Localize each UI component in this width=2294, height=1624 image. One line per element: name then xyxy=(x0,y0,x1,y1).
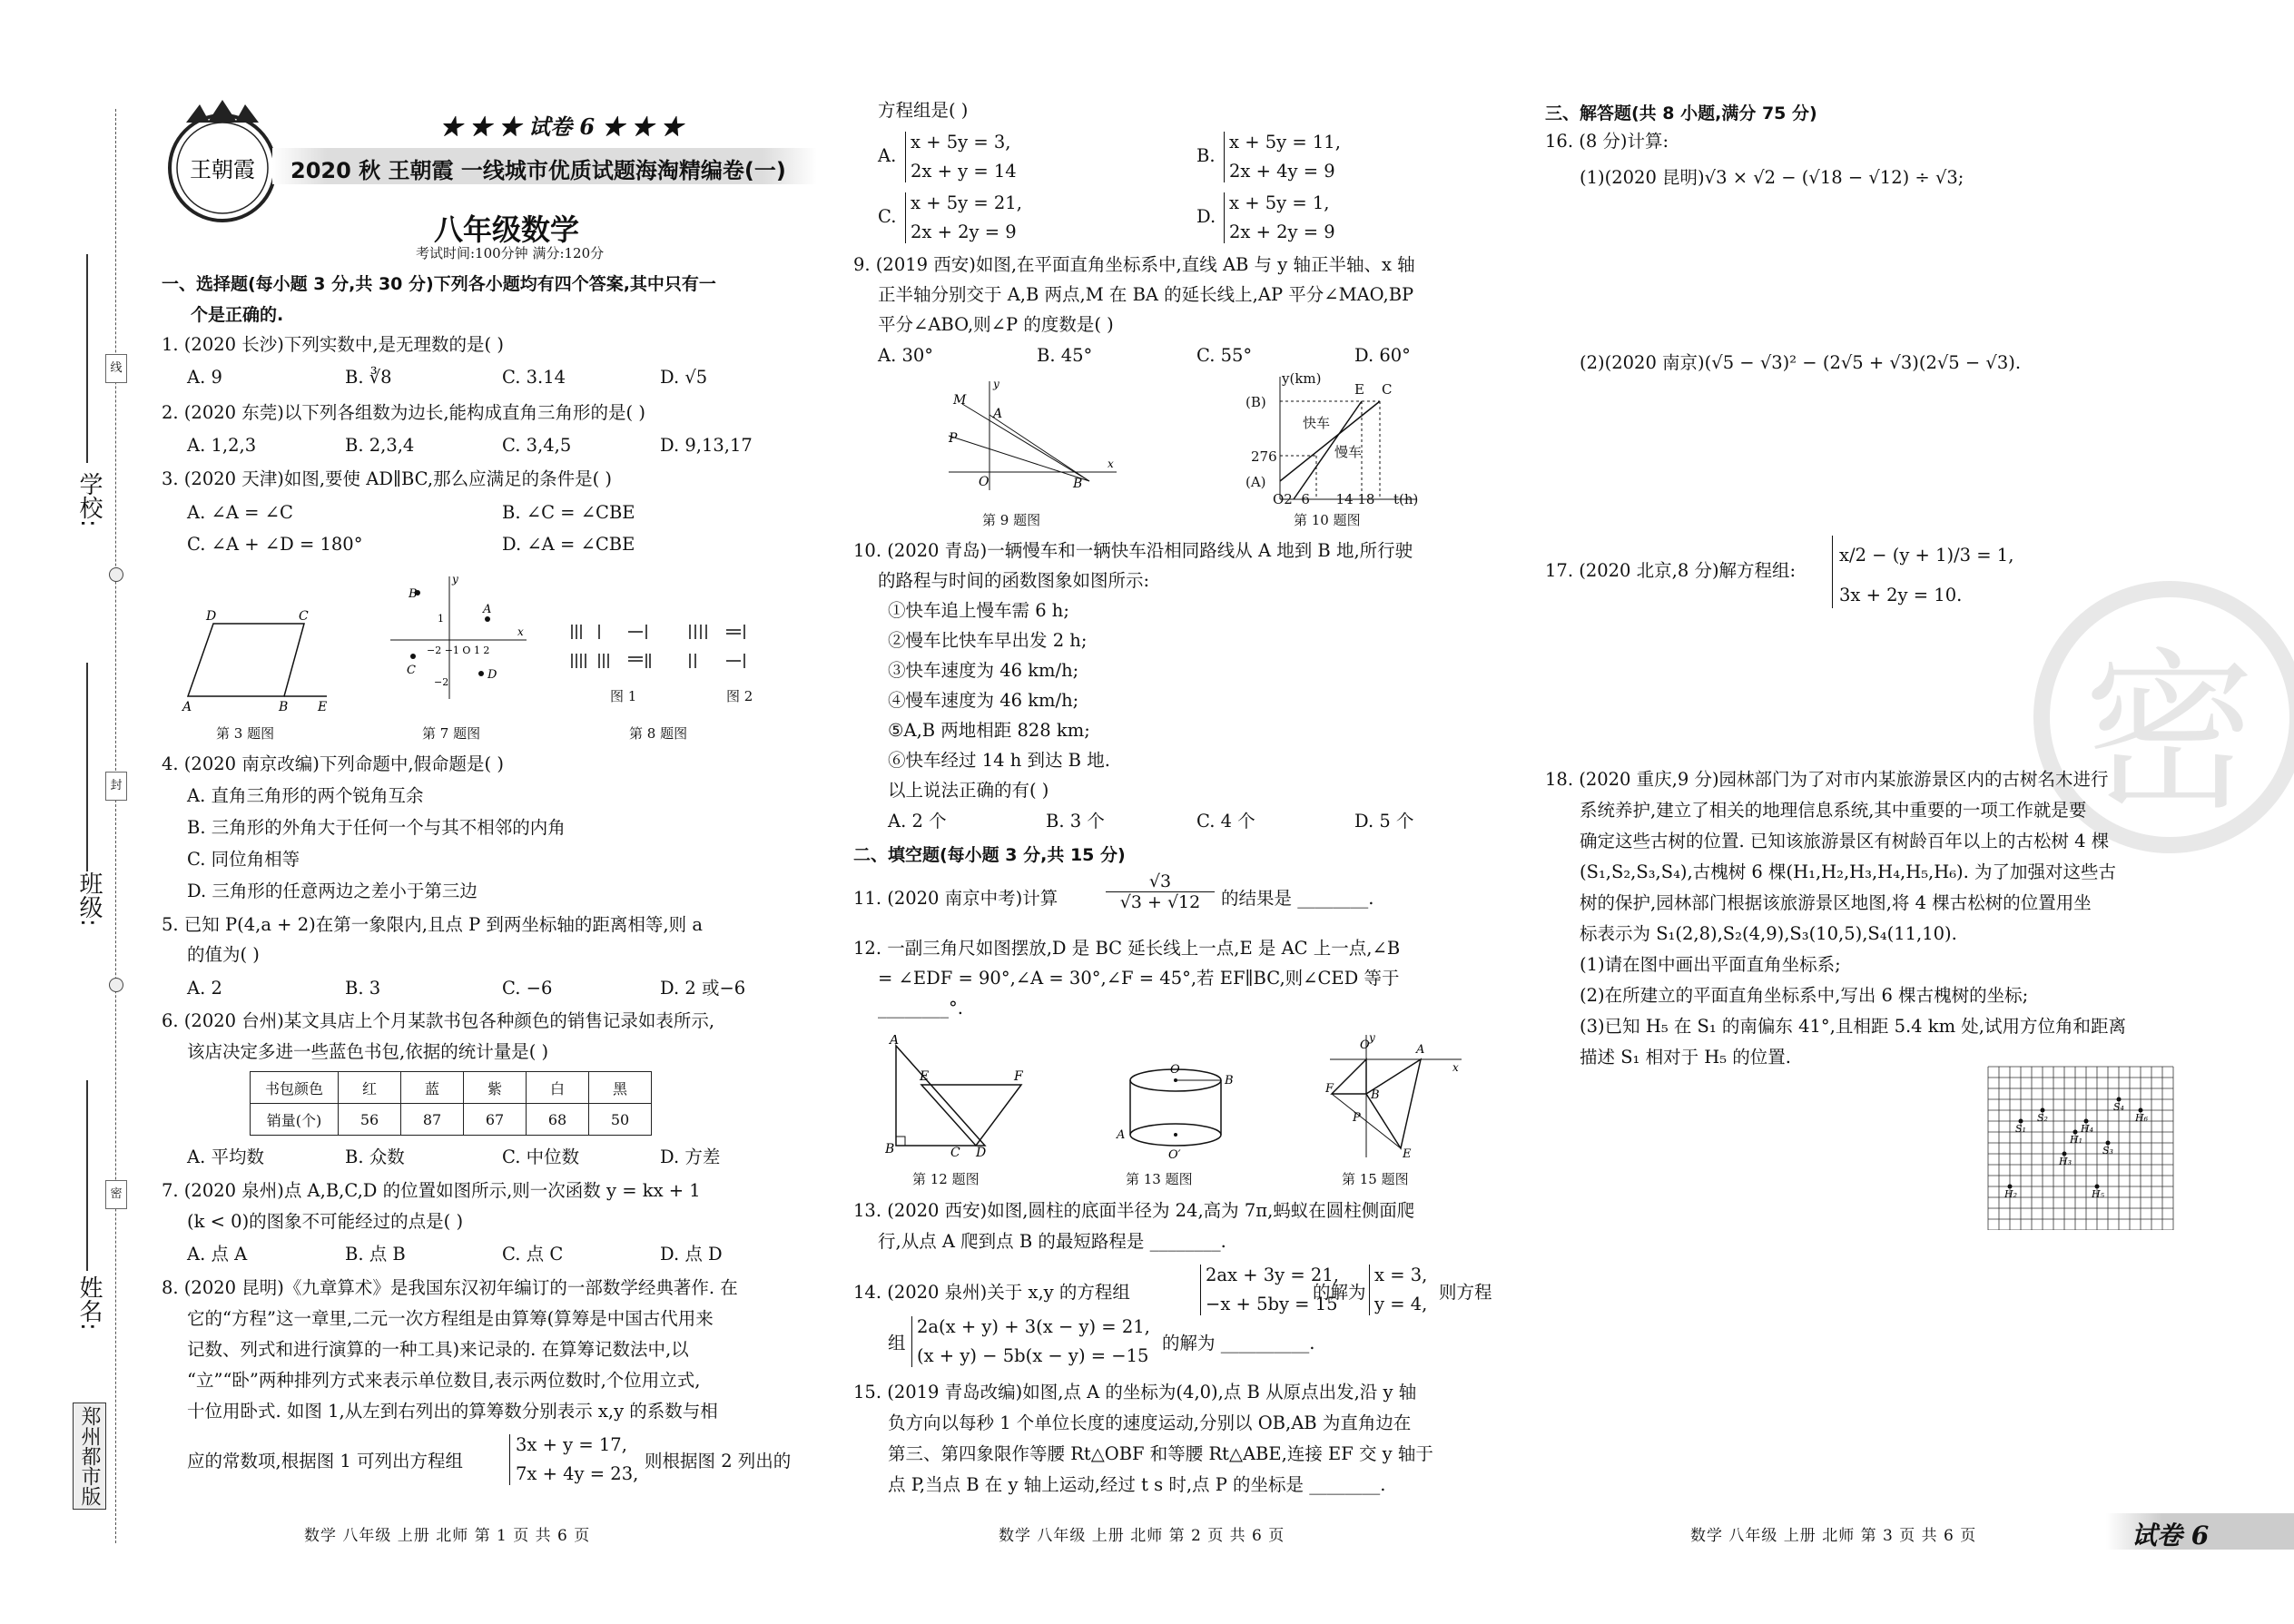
q7-option[interactable]: C. 点 C xyxy=(502,1244,564,1265)
table-header-cell: 蓝 xyxy=(401,1072,464,1104)
q9-option[interactable]: A. 30° xyxy=(878,345,934,366)
q1-option[interactable]: A. 9 xyxy=(187,367,222,388)
q13-stem: 13. (2020 西安)如图,圆柱的底面半径为 24,高为 7π,蚂蚁在圆柱侧面爬 xyxy=(853,1200,1415,1221)
svg-text:A: A xyxy=(182,700,192,713)
q14-system2-eq: (x + y) − 5b(x − y) = −15 xyxy=(917,1345,1149,1366)
q11-stem-cont: 的结果是 ________. xyxy=(1221,888,1374,909)
q2-option[interactable]: B. 2,3,4 xyxy=(345,435,415,456)
q8-option-brace xyxy=(1224,132,1225,182)
q10-statement: ②慢车比快车早出发 2 h; xyxy=(888,630,1088,651)
q10-statement: ⑥快车经过 14 h 到达 B 地. xyxy=(888,750,1110,771)
q9-option[interactable]: B. 45° xyxy=(1037,345,1093,366)
q4-option[interactable]: A. 直角三角形的两个锐角互余 xyxy=(187,785,424,806)
svg-text:M: M xyxy=(953,393,967,408)
q5-option[interactable]: A. 2 xyxy=(187,978,222,999)
q5-stem-cont: 的值为( ) xyxy=(187,944,260,965)
school-field[interactable] xyxy=(86,254,88,463)
q11-denominator: √3 + √12 xyxy=(1119,892,1201,912)
svg-text:D: D xyxy=(487,668,497,682)
q6-option[interactable]: B. 众数 xyxy=(345,1147,405,1167)
q3-option[interactable]: A. ∠A = ∠C xyxy=(187,502,293,523)
q14-brace xyxy=(1200,1265,1201,1315)
q18-part3-cont: 描述 S₁ 相对于 H₅ 的位置. xyxy=(1580,1047,1791,1068)
q3-stem: 3. (2020 天津)如图,要使 AD∥BC,那么应满足的条件是( ) xyxy=(162,468,612,489)
q4-option[interactable]: B. 三角形的外角大于任何一个与其不相邻的内角 xyxy=(187,817,566,838)
q8-option-eq: x + 5y = 3, xyxy=(911,132,1011,153)
svg-text:E: E xyxy=(1403,1147,1412,1161)
q8-option-eq: x + 5y = 21, xyxy=(911,192,1022,213)
table-cell: 销量(个) xyxy=(251,1104,339,1136)
q13-stem-cont: 行,从点 A 爬到点 B 的最短路程是 ________. xyxy=(878,1231,1226,1252)
svg-text:O: O xyxy=(1360,1038,1370,1052)
q6-stem: 6. (2020 台州)某文具店上个月某款书包各种颜色的销售记录如表所示, xyxy=(162,1010,715,1031)
fig10-E: E xyxy=(1354,381,1364,398)
table-cell: 68 xyxy=(527,1104,589,1136)
sales-table xyxy=(250,1071,652,1136)
svg-text:y: y xyxy=(452,573,458,586)
q8-stem-cont: “立”“卧”两种排列方式来表示单位数目,表示两位数时,个位用立式, xyxy=(187,1370,701,1391)
brand-logo xyxy=(159,95,286,231)
q2-option[interactable]: C. 3,4,5 xyxy=(502,435,572,456)
figure-q9-angle-bisectors xyxy=(944,377,1126,495)
table-header-cell: 书包颜色 xyxy=(251,1072,339,1104)
q12-stem: 12. 一副三角尺如图摆放,D 是 BC 延长线上一点,E 是 AC 上一点,∠B xyxy=(853,938,1401,959)
q5-option[interactable]: C. −6 xyxy=(502,978,553,999)
caption-fig8-1: 图 1 xyxy=(610,688,637,704)
q1-option[interactable]: D. √5 xyxy=(660,367,708,388)
q14-brace xyxy=(911,1316,912,1367)
caption-fig12: 第 12 题图 xyxy=(912,1171,980,1187)
q11-fraction xyxy=(1106,871,1215,912)
q7-stem: 7. (2020 泉州)点 A,B,C,D 的位置如图所示,则一次函数 y = kx + 1 xyxy=(162,1180,701,1201)
section3-title: 三、解答题(共 8 小题,满分 75 分) xyxy=(1545,103,1817,123)
svg-text:C: C xyxy=(407,664,416,677)
q14-system-eq: 2ax + 3y = 21, xyxy=(1206,1265,1339,1285)
q15-stem-cont: 负方向以每秒 1 个单位长度的速度运动,分别以 OB,AB 为直角边在 xyxy=(888,1412,1412,1433)
q7-stem-cont: (k < 0)的图象不可能经过的点是( ) xyxy=(187,1211,464,1232)
tree-grid-map[interactable] xyxy=(1984,1062,2179,1230)
q8-stem-end: 方程组是( ) xyxy=(878,100,969,121)
q8-stem-cont: 它的“方程”这一章里,二元一次方程组是由算筹(算筹是中国古代用来 xyxy=(187,1308,714,1329)
svg-text:A: A xyxy=(993,407,1003,421)
q10-stem: 10. (2020 青岛)一辆慢车和一辆快车沿相同路线从 A 地到 B 地,所行驶 xyxy=(853,540,1413,561)
q10-option[interactable]: A. 2 个 xyxy=(888,811,947,832)
q6-option[interactable]: C. 中位数 xyxy=(502,1147,580,1167)
tree-label: S₄ xyxy=(2113,1101,2124,1113)
q15-stem: 15. (2019 青岛改编)如图,点 A 的坐标为(4,0),点 B 从原点出发,沿 y 轴 xyxy=(853,1382,1417,1403)
q17-stem: 17. (2020 北京,8 分)解方程组: xyxy=(1545,560,1797,581)
footer-page3: 数学 八年级 上册 北师 第 3 页 共 6 页 xyxy=(1690,1527,1977,1545)
tree-label: H₃ xyxy=(2059,1156,2072,1167)
binding-tag-seal2: 密 xyxy=(105,1180,127,1209)
q3-option[interactable]: B. ∠C = ∠CBE xyxy=(502,502,635,523)
svg-text:1: 1 xyxy=(438,613,444,625)
svg-text:A: A xyxy=(890,1035,900,1048)
q16-stem: 16. (8 分)计算: xyxy=(1545,131,1669,152)
q8-option-label[interactable]: C. xyxy=(878,206,897,227)
q8-option-brace xyxy=(905,192,906,243)
q8-stem-cont: 应的常数项,根据图 1 可列出方程组 xyxy=(187,1451,464,1471)
fig10-slow: 慢车 xyxy=(1334,444,1363,460)
svg-text:B: B xyxy=(409,587,418,601)
q8-option-brace xyxy=(905,132,906,182)
caption-fig7: 第 7 题图 xyxy=(422,725,481,742)
q2-stem: 2. (2020 东莞)以下列各组数为边长,能构成直角三角形的是( ) xyxy=(162,402,645,423)
q10-stem-cont: 以上说法正确的有( ) xyxy=(888,780,1049,801)
svg-text:O: O xyxy=(1170,1063,1180,1077)
svg-text:A: A xyxy=(483,603,492,616)
q18-stem-cont: (S₁,S₂,S₃,S₄),古槐树 6 棵(H₁,H₂,H₃,H₄,H₅,H₆). 为了加强对这些古 xyxy=(1580,861,2117,882)
binding-hole xyxy=(109,978,123,992)
fig10-C: C xyxy=(1382,381,1393,398)
svg-text:P: P xyxy=(1353,1111,1361,1125)
q8-option-label[interactable]: A. xyxy=(878,145,897,166)
q1-option[interactable]: C. 3.14 xyxy=(502,367,566,388)
q8-stem-cont: 则根据图 2 列出的 xyxy=(645,1451,792,1471)
section1-title-cont: 个是正确的. xyxy=(191,305,284,325)
q18-stem-cont: 系统养护,建立了相关的地理信息系统,其中重要的一项工作就是要 xyxy=(1580,800,2087,821)
svg-text:B: B xyxy=(885,1142,895,1156)
q4-option[interactable]: D. 三角形的任意两边之差小于第三边 xyxy=(187,881,478,901)
q8-option-eq: 2x + y = 14 xyxy=(911,161,1017,182)
svg-text:F: F xyxy=(1014,1069,1023,1084)
q8-option-label[interactable]: B. xyxy=(1196,145,1216,166)
q10-statement: ④慢车速度为 46 km/h; xyxy=(888,690,1079,711)
footer-page1: 数学 八年级 上册 北师 第 1 页 共 6 页 xyxy=(304,1527,591,1545)
q17-system-eq: x/2 − (y + 1)/3 = 1, xyxy=(1839,545,2014,566)
svg-text:−2: −2 xyxy=(434,676,449,688)
q14-stem-cont: 则方程 xyxy=(1439,1282,1492,1303)
q8-option-brace xyxy=(1224,192,1225,243)
q9-stem-cont: 平分∠ABO,则∠P 的度数是( ) xyxy=(878,314,1114,335)
svg-text:E: E xyxy=(318,700,328,713)
svg-text:−2 −1 O 1 2: −2 −1 O 1 2 xyxy=(427,645,490,656)
q18-part3: (3)已知 H₅ 在 S₁ 的南偏东 41°,且相距 5.4 km 处,试用方位角和距离 xyxy=(1580,1016,2126,1037)
q14-system-eq: −x + 5by = 15 xyxy=(1206,1294,1338,1314)
q1-stem: 1. (2020 长沙)下列实数中,是无理数的是( ) xyxy=(162,334,504,355)
q7-option[interactable]: B. 点 B xyxy=(345,1244,406,1265)
binding-tag-line: 线 xyxy=(105,354,127,383)
q14-stem-cont: 的解为 xyxy=(1313,1282,1366,1303)
q12-stem-cont: = ∠EDF = 90°,∠A = 30°,∠F = 45°,若 EF∥BC,则∠CED 等于 xyxy=(878,968,1400,989)
caption-fig3: 第 3 题图 xyxy=(216,725,275,742)
q14-stem: 14. (2020 泉州)关于 x,y 的方程组 xyxy=(853,1282,1130,1303)
q10-option[interactable]: D. 5 个 xyxy=(1354,811,1414,832)
binding-hole xyxy=(109,567,123,582)
q8-stem-cont: 十位用卧式. 如图 1,从左到右列出的算筹数分别表示 x,y 的系数与相 xyxy=(187,1401,718,1422)
series-title: 2020 秋 王朝霞 一线城市优质试题海淘精编卷(一) xyxy=(290,158,786,183)
logo-text: 王朝霞 xyxy=(190,157,255,182)
q18-part2: (2)在所建立的平面直角坐标系中,写出 6 棵古槐树的坐标; xyxy=(1580,985,2029,1006)
svg-text:C: C xyxy=(299,609,309,624)
figure-q13-cylinder xyxy=(1112,1053,1248,1162)
tree-label: S₃ xyxy=(2102,1145,2113,1156)
fig10-B: (B) xyxy=(1245,394,1266,410)
q8-system-brace xyxy=(509,1434,515,1485)
q6-option[interactable]: A. 平均数 xyxy=(187,1147,264,1167)
svg-text:D: D xyxy=(976,1146,987,1157)
svg-text:C: C xyxy=(950,1146,960,1157)
figure-q12-triangles xyxy=(885,1035,1049,1157)
tree-label: S₁ xyxy=(2015,1123,2026,1135)
school-label: 学校: xyxy=(75,472,103,527)
table-header-cell: 红 xyxy=(339,1072,401,1104)
q5-stem: 5. 已知 P(4,a + 2)在第一象限内,且点 P 到两坐标轴的距离相等,则 a xyxy=(162,914,703,935)
svg-text:A: A xyxy=(1416,1043,1425,1057)
q11-stem: 11. (2020 南京中考)计算 xyxy=(853,888,1058,909)
tree-label: H₂ xyxy=(2004,1188,2018,1200)
svg-text:x: x xyxy=(517,625,524,638)
q17-system-eq: 3x + 2y = 10. xyxy=(1839,585,1963,605)
class-field[interactable] xyxy=(86,663,88,871)
q18-stem-cont: 确定这些古树的位置. 已知该旅游景区有树龄百年以上的古松树 4 棵 xyxy=(1580,831,2110,851)
section1-title: 一、选择题(每小题 3 分,共 30 分)下列各小题均有四个答案,其中只有一 xyxy=(162,274,716,294)
fig10-A: (A) xyxy=(1245,474,1266,490)
q8-stem-cont: 记数、列式和进行演算的一种工具)来记录的. 在算筹记数法中,以 xyxy=(187,1339,689,1360)
q2-option[interactable]: A. 1,2,3 xyxy=(187,435,257,456)
q14-system2-eq: 2a(x + y) + 3(x − y) = 21, xyxy=(917,1316,1150,1337)
table-header-cell: 紫 xyxy=(464,1072,527,1104)
q14-solution-brace xyxy=(1369,1265,1370,1315)
svg-text:y: y xyxy=(993,378,999,390)
section2-title: 二、填空题(每小题 3 分,共 15 分) xyxy=(853,845,1126,865)
edition-label: 郑州都市版 xyxy=(73,1403,106,1510)
q7-option[interactable]: A. 点 A xyxy=(187,1244,248,1265)
q8-option-eq: x + 5y = 11, xyxy=(1229,132,1341,153)
q10-statement: ①快车追上慢车需 6 h; xyxy=(888,600,1069,621)
table-header-cell: 黑 xyxy=(589,1072,652,1104)
table-cell: 56 xyxy=(339,1104,401,1136)
q10-statement: ⑤A,B 两地相距 828 km; xyxy=(888,720,1090,741)
q18-stem-cont: 标表示为 S₁(2,8),S₂(4,9),S₃(10,5),S₄(11,10). xyxy=(1580,923,1957,944)
table-header-cell: 白 xyxy=(527,1072,589,1104)
svg-text:O′: O′ xyxy=(1168,1148,1181,1162)
svg-text:P: P xyxy=(949,431,958,446)
footer-page2: 数学 八年级 上册 北师 第 2 页 共 6 页 xyxy=(999,1527,1285,1545)
q14-solution-eq: x = 3, xyxy=(1374,1265,1428,1285)
q18-stem-cont: 树的保护,园林部门根据该旅游景区地图,将 4 棵古松树的位置用坐 xyxy=(1580,892,2092,913)
table-row xyxy=(251,1072,652,1104)
svg-text:B: B xyxy=(1225,1074,1234,1088)
figure-q7-coordinate-points xyxy=(381,572,536,708)
q5-option[interactable]: B. 3 xyxy=(345,978,381,999)
figure-q15-isosceles-right-triangles xyxy=(1325,1030,1471,1162)
q16-part2: (2)(2020 南京)(√5 − √3)² − (2√5 + √3)(2√5 − √3). xyxy=(1580,352,2022,373)
q4-stem: 4. (2020 南京改编)下列命题中,假命题是( ) xyxy=(162,753,504,774)
table-cell: 50 xyxy=(589,1104,652,1136)
caption-fig8: 第 8 题图 xyxy=(629,725,688,742)
q9-stem-cont: 正半轴分别交于 A,B 两点,M 在 BA 的延长线上,AP 平分∠MAO,BP xyxy=(878,284,1414,305)
tree-label: H₁ xyxy=(2070,1134,2083,1146)
q4-option[interactable]: C. 同位角相等 xyxy=(187,849,300,870)
svg-text:A: A xyxy=(1117,1128,1126,1142)
q8-system-eq: 7x + 4y = 23, xyxy=(516,1463,639,1484)
svg-text:O: O xyxy=(979,475,989,489)
tree-label: H₄ xyxy=(2081,1123,2094,1135)
q7-option[interactable]: D. 点 D xyxy=(660,1244,723,1265)
tree-label: H₅ xyxy=(2092,1188,2105,1200)
q8-option-eq: 2x + 2y = 9 xyxy=(911,221,1017,242)
figure-q8-counting-rods xyxy=(563,617,781,681)
caption-fig10: 第 10 题图 xyxy=(1294,512,1361,528)
q14-stem-cont: 的解为 __________. xyxy=(1162,1333,1315,1353)
caption-fig8-2: 图 2 xyxy=(726,688,753,704)
q16-part1: (1)(2020 昆明)√3 × √2 − (√18 − √12) ÷ √3; xyxy=(1580,167,1964,188)
q6-stem-cont: 该店决定多进一些蓝色书包,依据的统计量是( ) xyxy=(187,1041,549,1062)
q15-stem-cont: 第三、第四象限作等腰 Rt△OBF 和等腰 Rt△ABE,连接 EF 交 y 轴于 xyxy=(888,1443,1433,1464)
q18-stem: 18. (2020 重庆,9 分)园林部门为了对市内某旅游景区内的古树名木进行 xyxy=(1545,769,2109,790)
q5-option[interactable]: D. 2 或−6 xyxy=(660,978,746,999)
q8-option-eq: x + 5y = 1, xyxy=(1229,192,1330,213)
svg-text:B: B xyxy=(1073,477,1083,491)
tree-label: H₆ xyxy=(2135,1112,2149,1124)
fig10-276: 276 xyxy=(1251,448,1277,465)
svg-text:y: y xyxy=(1369,1031,1375,1044)
table-cell: 87 xyxy=(401,1104,464,1136)
watermark-text: 密 xyxy=(2082,633,2256,833)
q8-option-eq: 2x + 4y = 9 xyxy=(1229,161,1335,182)
q10-option[interactable]: B. 3 个 xyxy=(1046,811,1105,832)
q3-option[interactable]: D. ∠A = ∠CBE xyxy=(502,534,635,555)
q10-option[interactable]: C. 4 个 xyxy=(1196,811,1255,832)
figure-q3-parallelogram xyxy=(177,604,340,713)
name-label: 姓名: xyxy=(75,1275,103,1331)
svg-text:F: F xyxy=(1325,1082,1334,1096)
tree-label: S₂ xyxy=(2037,1112,2048,1124)
table-cell: 67 xyxy=(464,1104,527,1136)
fig10-ylabel: y(km) xyxy=(1282,370,1322,387)
q14-solution-eq: y = 4, xyxy=(1374,1294,1428,1314)
q9-option[interactable]: D. 60° xyxy=(1354,345,1411,366)
binding-dashed-line xyxy=(115,109,116,1543)
q9-option[interactable]: C. 55° xyxy=(1196,345,1253,366)
caption-fig9: 第 9 题图 xyxy=(982,512,1041,528)
q9-stem: 9. (2019 西安)如图,在平面直角坐标系中,直线 AB 与 y 轴正半轴、x 轴 xyxy=(853,254,1415,275)
table-row xyxy=(251,1104,652,1136)
binding-tag-seal: 封 xyxy=(105,772,127,801)
q14-stem-cont: 组 xyxy=(888,1333,906,1353)
q3-option[interactable]: C. ∠A + ∠D = 180° xyxy=(187,534,363,555)
q10-statement: ③快车速度为 46 km/h; xyxy=(888,660,1079,681)
q18-part1: (1)请在图中画出平面直角坐标系; xyxy=(1580,954,1841,975)
fig10-xlabel: t(h) xyxy=(1393,491,1419,507)
subject-title: 八年级数学 xyxy=(434,212,580,247)
q8-stem: 8. (2020 昆明)《九章算术》是我国东汉初年编订的一部数学经典著作. 在 xyxy=(162,1277,738,1298)
caption-fig13: 第 13 题图 xyxy=(1126,1171,1193,1187)
q6-option[interactable]: D. 方差 xyxy=(660,1147,721,1167)
footer-tag-text: 试卷 6 xyxy=(2132,1521,2210,1550)
q8-option-eq: 2x + 2y = 9 xyxy=(1229,221,1335,242)
name-field[interactable] xyxy=(86,1080,88,1271)
figure-q10-distance-time xyxy=(1244,372,1425,508)
q15-stem-cont: 点 P,当点 B 在 y 轴上运动,经过 t s 时,点 P 的坐标是 ________. xyxy=(888,1474,1386,1495)
class-label: 班级: xyxy=(75,871,103,927)
q17-brace xyxy=(1832,536,1833,608)
q8-option-label[interactable]: D. xyxy=(1196,206,1216,227)
svg-text:B: B xyxy=(1371,1088,1380,1102)
q1-option[interactable]: B. ∛8 xyxy=(345,367,392,388)
paper-number: ★ ★ ★ 试卷 6 ★ ★ ★ xyxy=(440,113,684,140)
exam-info: 考试时间:100分钟 满分:120分 xyxy=(416,245,605,261)
q2-option[interactable]: D. 9,13,17 xyxy=(660,435,753,456)
fig10-xticks: O2 6 14 18 xyxy=(1273,491,1375,507)
svg-text:x: x xyxy=(1108,458,1114,470)
q8-system-eq: 3x + y = 17, xyxy=(516,1434,627,1455)
svg-text:x: x xyxy=(1452,1061,1459,1074)
q11-numerator: √3 xyxy=(1106,871,1215,892)
fig10-fast: 快车 xyxy=(1303,415,1331,431)
q12-stem-cont: ________°. xyxy=(878,998,963,1019)
caption-fig15: 第 15 题图 xyxy=(1342,1171,1409,1187)
svg-text:E: E xyxy=(920,1069,930,1084)
q10-stem-cont: 的路程与时间的函数图象如图所示: xyxy=(878,570,1150,591)
svg-text:D: D xyxy=(206,609,217,624)
svg-text:B: B xyxy=(279,700,289,713)
